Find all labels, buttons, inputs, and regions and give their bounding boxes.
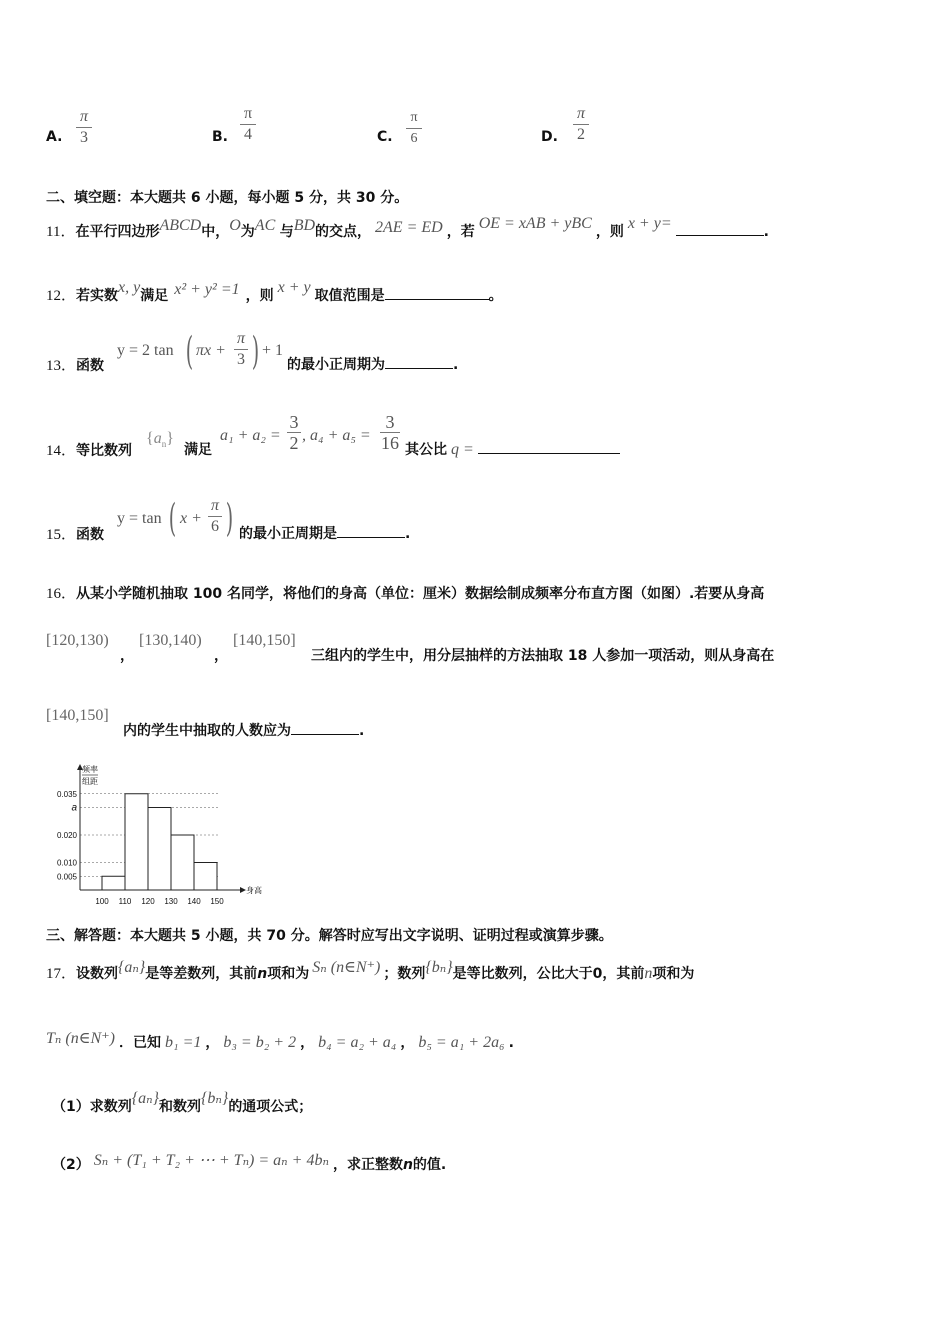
histogram-x-tick-label: 110 — [118, 897, 132, 906]
option-d-numerator: π — [576, 105, 585, 122]
q15-answer-blank[interactable] — [337, 525, 405, 538]
q11-answer-blank[interactable] — [676, 223, 764, 236]
question-14 — [46, 439, 132, 460]
q12-math-sum: x + y — [277, 279, 311, 296]
q15-frac-denominator: 6 — [211, 518, 219, 535]
q12-math-xy: x, y — [118, 279, 141, 296]
q17-text-3: 项和为 — [267, 966, 310, 982]
question-16 — [46, 582, 764, 603]
q17-p1-math-bn: {bₙ} — [201, 1090, 229, 1107]
q17-math-b1: b₁ =1 — [165, 1034, 202, 1051]
histogram-y-ticks — [57, 790, 78, 882]
q14-text-1: 等比数列 — [76, 443, 133, 459]
option-b-denominator: 4 — [244, 126, 252, 143]
q16-interval-3: [140,150] — [233, 632, 296, 649]
q17-p2-n: n — [402, 1157, 413, 1173]
option-c-value — [406, 109, 422, 148]
q17-text-4: ；数列 — [383, 966, 426, 982]
q17-text-1: 设数列 — [76, 966, 119, 982]
q14-answer-blank[interactable] — [478, 441, 620, 454]
q16-end: . — [359, 723, 365, 739]
q17-text-6: ，其前 — [602, 966, 645, 982]
histogram-x-tick-label: 150 — [210, 897, 224, 906]
q17-line-2 — [46, 1032, 514, 1052]
option-c-denominator: 6 — [410, 131, 418, 146]
q17-math-an: {aₙ} — [118, 959, 146, 976]
q14-text-2: 满足 — [184, 442, 212, 458]
q17-end: . — [508, 1035, 514, 1051]
option-b-value — [240, 105, 256, 144]
q16-line-3-text: 内的学生中抽取的人数应为 — [123, 723, 291, 739]
histogram-bars — [102, 794, 217, 890]
q11-text-1: 在平行四边形 — [75, 224, 160, 240]
q11-text-7: ，则 — [595, 224, 624, 240]
q12-text-3: ，则 — [245, 288, 274, 304]
q17-math-b5: b₅ = a₁ + 2a₆ — [418, 1034, 505, 1051]
q11-end: . — [763, 224, 769, 240]
q14-tail — [405, 439, 620, 459]
q17-p2-text-1: ，求正整数 — [332, 1157, 403, 1173]
q16-line-2: 三组内的学生中，用分层抽样的方法抽取 18 人参加一项活动，则从身高在 — [311, 648, 775, 664]
q17-p1-text-2: 和数列 — [159, 1099, 202, 1115]
histogram-x-tick-label: 130 — [164, 897, 178, 906]
histogram-y-tick-label: a — [71, 802, 77, 814]
q12-text-2: 满足 — [140, 288, 169, 304]
q13-end: . — [453, 357, 459, 373]
q17-math-b4: b₄ = a₂ + a₄ — [318, 1034, 397, 1051]
q17-p1-text-3: 的通项公式； — [228, 1099, 313, 1115]
q13-math-prefix: y = 2 tan — [117, 342, 174, 359]
q17-text-7: 项和为 — [652, 966, 695, 982]
q14-math-1: a₁ + a₂ = — [220, 427, 281, 444]
q15-left-paren: ( — [168, 496, 177, 540]
option-c-label: C. — [377, 129, 393, 145]
q17-part-2 — [52, 1154, 446, 1174]
q14-seq-a: a — [153, 430, 162, 447]
q12-text-4: 取值范围是 — [314, 288, 385, 304]
q13-text-1: 函数 — [76, 358, 105, 374]
q12-end: 。 — [488, 288, 503, 304]
q17-comma-2: ， — [300, 1035, 315, 1051]
q17-text-2: 是等差数列，其前 — [145, 966, 258, 982]
option-b-label: B. — [212, 129, 228, 145]
q13-right-paren: ) — [251, 329, 260, 373]
q16-answer-blank[interactable] — [291, 722, 359, 735]
q15-math-inner: x + — [180, 510, 202, 527]
q11-math-abcd: ABCD — [159, 217, 202, 234]
q17-math-tn: Tₙ (n∈N⁺) — [46, 1030, 115, 1047]
q17-p1-math-an: {aₙ} — [131, 1090, 160, 1107]
q17-n-2: n — [644, 965, 653, 982]
histogram-y-label-top: 频率 — [82, 765, 98, 774]
histogram-bar — [194, 863, 217, 891]
section-3-heading: 三、解答题：本大题共 5 小题，共 70 分。解答时应写出文字说明、证明过程或演算步骤。 — [46, 928, 613, 944]
q14-frac2-denominator: 16 — [381, 433, 399, 453]
q17-zero: 0 — [592, 966, 603, 982]
q17-p2-math: Sₙ + (T₁ + T₂ + ⋯ + Tₙ) = aₙ + 4bₙ — [93, 1152, 329, 1169]
q17-comma-1: ， — [205, 1035, 220, 1051]
q14-frac1-numerator: 3 — [289, 412, 299, 432]
histogram-y-tick-label: 0.005 — [56, 872, 77, 882]
q15-frac-numerator: π — [210, 497, 219, 514]
q17-math-sn: Sₙ (n∈N⁺) — [312, 959, 381, 976]
q17-n-1: n — [257, 966, 268, 982]
option-a-label: A. — [46, 129, 63, 145]
q12-text-1: 若实数 — [76, 288, 119, 304]
histogram-y-tick-label: 0.020 — [56, 831, 77, 840]
q14-frac1-denominator: 2 — [289, 433, 299, 453]
histogram-bar — [102, 876, 125, 890]
q12-answer-blank[interactable] — [385, 287, 489, 300]
q14-seq: $\{a_n\}$ — [146, 430, 174, 450]
q16-interval-4: [140,150] — [46, 707, 109, 724]
q16-line-3 — [123, 720, 364, 740]
q16-interval-1: [120,130) — [46, 632, 109, 649]
q11-text-4: 与 — [279, 224, 294, 240]
q11-text-3: 为 — [240, 224, 255, 240]
q16-interval-2: [130,140) — [139, 632, 202, 649]
q17-p1-text-1: 求数列 — [89, 1099, 132, 1115]
q11-math-bd: BD — [293, 217, 316, 234]
q11-math-ae-ed: 2AE = ED — [375, 219, 443, 236]
q11-text-2: 中， — [201, 224, 230, 240]
option-b-numerator: π — [243, 105, 253, 122]
q13-fraction — [234, 330, 248, 369]
q17-p2-label: （2） — [52, 1157, 90, 1173]
q13-tail — [287, 354, 458, 374]
q17-p2-text-2: 的值. — [412, 1157, 447, 1173]
q16-line-1: 从某小学随机抽取 100 名同学，将他们的身高（单位：厘米）数据绘制成频率分布直方图（如图）.若要从身高 — [76, 586, 765, 602]
option-a-numerator: π — [79, 108, 88, 125]
option-d-value — [573, 105, 589, 144]
option-a-denominator: 3 — [80, 129, 88, 146]
q15-text-2: 的最小正周期是 — [239, 526, 337, 542]
q16-sep-2: ， — [214, 648, 228, 664]
option-d-denominator: 2 — [577, 126, 585, 143]
q15-fraction — [208, 497, 222, 536]
question-11 — [46, 215, 769, 241]
q17-number: 17． — [46, 966, 77, 982]
question-13 — [46, 354, 104, 375]
q17-comma-3: ， — [400, 1035, 415, 1051]
q13-text-2: 的最小正周期为 — [287, 357, 385, 373]
q15-math-prefix: y = tan — [117, 510, 162, 527]
q14-frac2-numerator: 3 — [385, 412, 395, 432]
question-15 — [46, 523, 104, 544]
histogram-y-tick-label: 0.035 — [56, 789, 77, 799]
q13-frac-numerator: π — [236, 330, 245, 347]
q14-fraction-2 — [380, 413, 400, 452]
q14-seq-sub: n — [161, 439, 167, 450]
histogram-bar — [171, 835, 194, 890]
q13-number: 13． — [46, 358, 77, 374]
histogram-bar — [148, 808, 171, 891]
histogram-x-label: 身高 — [246, 886, 262, 895]
histogram-y-label-bottom: 组距 — [82, 777, 98, 786]
section-2-heading: 二、填空题：本大题共 6 小题，每小题 5 分，共 30 分。 — [46, 190, 409, 206]
q17-part-1 — [52, 1090, 313, 1116]
question-17 — [46, 959, 695, 983]
q11-math-o: O — [229, 217, 241, 234]
q12-number: 12． — [46, 288, 77, 304]
histogram-x-ticks — [95, 897, 224, 906]
q11-math-ac: AC — [254, 217, 276, 234]
histogram-x-tick-label: 140 — [187, 897, 201, 906]
option-c-numerator: π — [410, 110, 418, 125]
q15-tail — [239, 523, 410, 543]
q12-math-equation: x² + y² =1 — [174, 281, 240, 298]
q17-math-bn: {bₙ} — [425, 959, 453, 976]
question-12 — [46, 279, 503, 305]
q16-number: 16． — [46, 586, 77, 602]
q13-left-paren: ( — [185, 329, 194, 373]
q17-text-8: ．已知 — [119, 1035, 161, 1051]
option-a-value — [76, 108, 92, 147]
histogram-y-tick-label: 0.010 — [56, 858, 77, 868]
q13-math-suffix: + 1 — [262, 342, 284, 359]
q11-number: 11． — [46, 224, 76, 240]
q11-text-5: 的交点， — [315, 224, 372, 240]
q17-text-5: 是等比数列，公比大于 — [452, 966, 593, 982]
q17-math-b3: b₃ = b₂ + 2 — [223, 1034, 297, 1051]
histogram-bar — [125, 794, 148, 890]
q16-sep-1: ， — [120, 648, 134, 664]
q11-math-xy: x + y= — [627, 215, 672, 232]
q11-text-6: ，若 — [446, 224, 475, 240]
q15-end: . — [405, 526, 411, 542]
q14-number: 14． — [46, 443, 77, 459]
option-d-label: D. — [541, 129, 558, 145]
histogram-x-tick-label: 100 — [95, 897, 109, 906]
frequency-histogram — [40, 760, 290, 910]
q14-math-2: , a₄ + a₅ = — [302, 427, 371, 444]
q15-number: 15． — [46, 527, 77, 543]
q14-fraction-1 — [287, 413, 301, 452]
q13-frac-denominator: 3 — [237, 351, 245, 368]
histogram-x-tick-label: 120 — [141, 897, 155, 906]
q11-math-oe: OE = xAB + yBC — [478, 215, 592, 232]
q14-math-q: q = — [451, 441, 474, 458]
q15-right-paren: ) — [225, 496, 234, 540]
q13-math-inner: πx + — [196, 342, 226, 359]
q13-answer-blank[interactable] — [385, 356, 453, 369]
q14-text-3: 其公比 — [405, 442, 447, 458]
q15-text-1: 函数 — [76, 527, 105, 543]
q17-p1-label: （1） — [52, 1099, 90, 1115]
